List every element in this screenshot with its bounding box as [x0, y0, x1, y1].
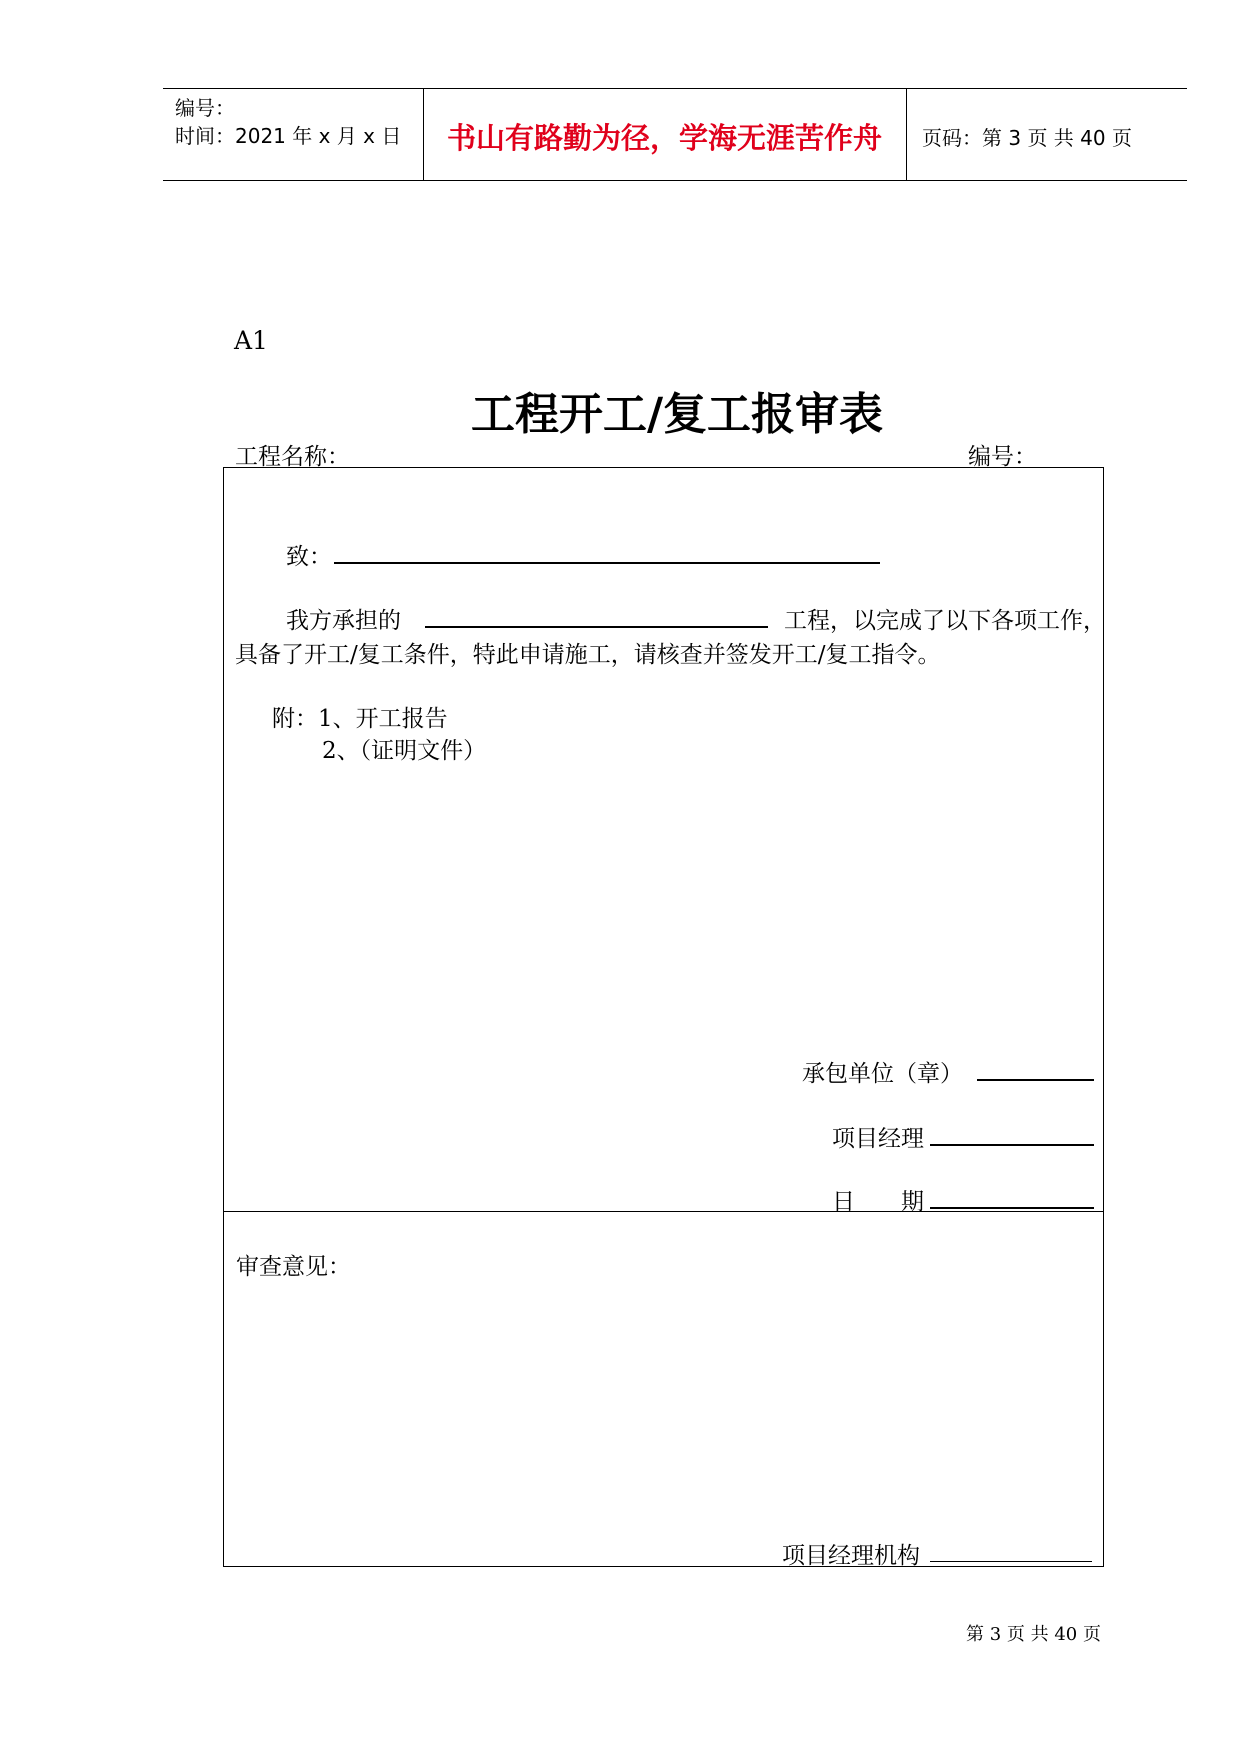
date-label: 日 期 — [832, 1189, 924, 1215]
body-line1-end: 工程，以完成了以下各项工作， — [784, 608, 1106, 634]
page-footer: 第 3 页 共 40 页 — [966, 1624, 1101, 1645]
attachment-2: 2、（证明文件） — [322, 738, 487, 764]
pm-office-underline-field[interactable] — [930, 1561, 1092, 1562]
header-page-label: 页码：第 3 页 共 40 页 — [922, 126, 1132, 150]
contractor-underline-field[interactable] — [977, 1079, 1094, 1081]
document-number-label: 编号： — [968, 444, 1037, 470]
header-bottom-rule — [163, 180, 1187, 181]
project-name-label: 工程名称： — [235, 444, 350, 470]
to-underline-field[interactable] — [334, 562, 880, 564]
project-underline-field[interactable] — [425, 626, 768, 628]
form-code: A1 — [234, 326, 268, 355]
contractor-label: 承包单位（章） — [802, 1061, 963, 1087]
header-time-label: 时间：2021 年 x 月 x 日 — [175, 124, 402, 148]
project-manager-underline-field[interactable] — [930, 1144, 1094, 1146]
attachment-1: 附：1、开工报告 — [272, 706, 448, 732]
to-label: 致： — [286, 544, 332, 570]
body-line2: 具备了开工/复工条件，特此申请施工，请核查并签发开工/复工指令。 — [235, 642, 941, 668]
pm-office-label: 项目经理机构 — [782, 1543, 920, 1569]
body-line1-start: 我方承担的 — [286, 608, 401, 634]
project-manager-label: 项目经理 — [832, 1126, 924, 1152]
page-title: 工程开工/复工报审表 — [470, 389, 884, 440]
header-motto: 书山有路勤为径，学海无涯苦作舟 — [446, 121, 882, 155]
form-section-divider — [223, 1211, 1104, 1212]
header-top-rule — [163, 88, 1187, 89]
date-underline-field[interactable] — [930, 1207, 1094, 1209]
header-number-label: 编号： — [175, 96, 235, 120]
review-opinion-label: 审查意见： — [236, 1254, 351, 1280]
header-divider-right — [906, 88, 907, 180]
